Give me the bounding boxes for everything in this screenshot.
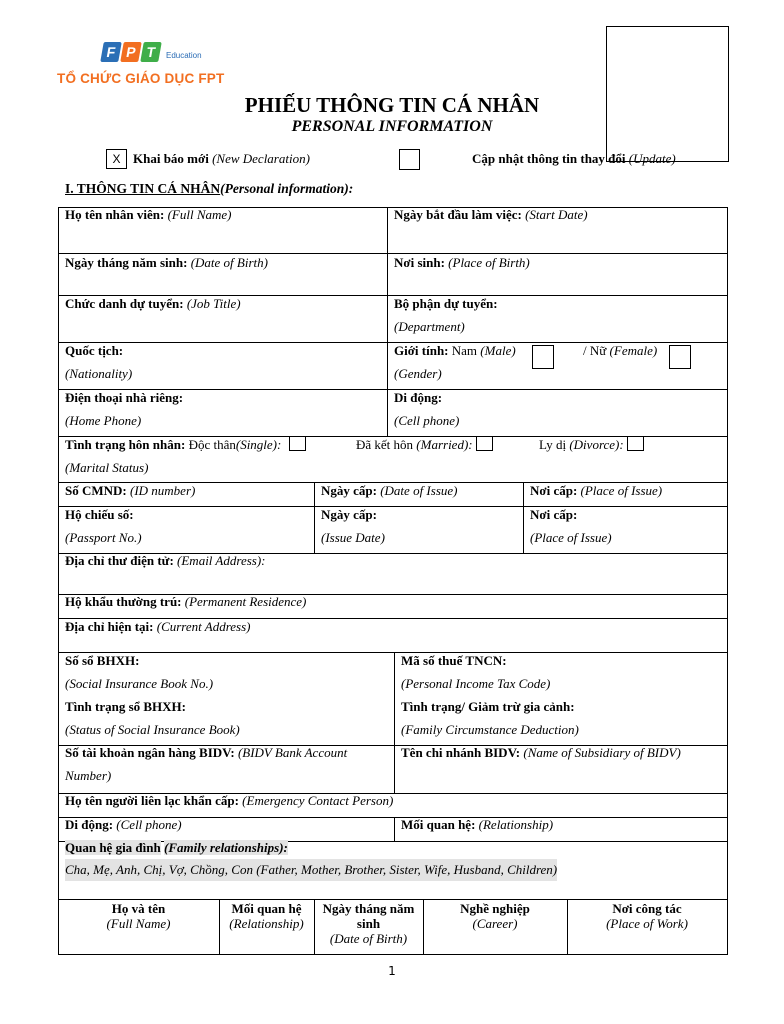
family-col-relationship <box>219 901 314 931</box>
col-dob-en: (Date of Birth) <box>329 931 408 946</box>
bank-account-label-en-2: Number) <box>65 768 112 783</box>
bank-branch-field[interactable] <box>401 741 681 764</box>
gender-field <box>394 339 516 385</box>
passport-date-field[interactable] <box>321 503 385 549</box>
passport-field[interactable] <box>65 503 142 549</box>
family-label-en: (Family relationships): <box>164 840 288 855</box>
col-workplace-vi: Nơi công tác <box>612 901 682 916</box>
permanent-residence-label: Hộ khẩu thường trú: <box>65 594 182 609</box>
family-relationships-section <box>65 837 557 881</box>
pob-field[interactable] <box>394 251 530 274</box>
passport-label-en: (Passport No.) <box>65 530 142 545</box>
dob-field[interactable] <box>65 251 268 274</box>
marital-divorced-option <box>539 433 644 456</box>
family-label: Quan hệ gia đình <box>65 840 161 855</box>
family-examples: Cha, Mẹ, Anh, Chị, Vợ, Chồng, Con (Father, Mother, Brother, Sister, Wife, Husband, Children) <box>65 859 557 881</box>
emergency-relationship-label-en: (Relationship) <box>478 817 554 832</box>
passport-place-field[interactable] <box>530 503 612 549</box>
logo-education-text: Education <box>166 50 202 60</box>
department-field[interactable] <box>394 292 498 338</box>
tax-code-field[interactable] <box>401 649 579 741</box>
update-info-text: Cập nhật thông tin thay đổi <box>472 151 626 166</box>
id-number-label: Số CMND: <box>65 483 127 498</box>
full-name-label: Họ tên nhân viên: <box>65 207 165 222</box>
passport-place-label: Nơi cấp: <box>530 507 578 522</box>
gender-female-option <box>583 339 657 362</box>
family-deduction-label-en: (Family Circumstance Deduction) <box>401 722 579 737</box>
current-address-field[interactable] <box>65 615 251 638</box>
social-insurance-field[interactable] <box>65 649 240 741</box>
section-personal-info-title <box>65 181 353 197</box>
gender-female-label: / Nữ <box>583 343 607 358</box>
passport-label: Hộ chiếu số: <box>65 507 134 522</box>
marital-married-checkbox[interactable] <box>476 436 493 451</box>
marital-single-label-en: (Single): <box>235 437 282 452</box>
marital-married-label-en: (Married): <box>416 437 473 452</box>
email-label: Địa chỉ thư điện tử: <box>65 553 174 568</box>
col-workplace-en: (Place of Work) <box>606 916 688 931</box>
bank-account-label: Số tài khoản ngân hàng BIDV: <box>65 745 235 760</box>
bank-branch-label: Tên chi nhánh BIDV: <box>401 745 521 760</box>
si-book-label: Số sổ BHXH: <box>65 653 140 668</box>
new-declaration-label <box>133 151 310 167</box>
bank-account-label-en: (BIDV Bank Account <box>237 745 348 760</box>
family-deduction-label: Tình trạng/ Giảm trừ gia cảnh: <box>401 699 575 714</box>
bank-account-field[interactable] <box>65 741 347 787</box>
new-declaration-text-en: (New Declaration) <box>212 151 310 166</box>
page-number: 1 <box>388 964 396 978</box>
emergency-phone-field[interactable] <box>65 813 182 836</box>
tax-code-label-en: (Personal Income Tax Code) <box>401 676 551 691</box>
home-phone-label-en: (Home Phone) <box>65 413 142 428</box>
department-label-en: (Department) <box>394 319 465 334</box>
start-date-field[interactable] <box>394 203 588 226</box>
gender-male-label: Nam <box>451 343 478 358</box>
job-title-label: Chức danh dự tuyển: <box>65 296 184 311</box>
pob-label: Nơi sinh: <box>394 255 445 270</box>
bank-branch-label-en: (Name of Subsidiary of BIDV) <box>523 745 681 760</box>
emergency-phone-label-en: (Cell phone) <box>116 817 182 832</box>
family-col-fullname <box>58 901 219 931</box>
emergency-relationship-field[interactable] <box>401 813 553 836</box>
gender-label: Giới tính: <box>394 343 449 358</box>
home-phone-label: Điện thoại nhà riêng: <box>65 390 184 405</box>
id-issue-date-field[interactable] <box>321 479 457 502</box>
email-field[interactable] <box>65 549 266 572</box>
pob-label-en: (Place of Birth) <box>448 255 530 270</box>
permanent-residence-label-en: (Permanent Residence) <box>184 594 307 609</box>
fpt-logo <box>102 40 202 64</box>
dob-label-en: (Date of Birth) <box>190 255 268 270</box>
id-issue-place-field[interactable] <box>530 479 662 502</box>
marital-status-field <box>65 433 306 479</box>
section-title-vi: I. THÔNG TIN CÁ NHÂN <box>65 181 221 196</box>
logo-letter-f: F <box>100 42 122 62</box>
passport-place-label-en: (Place of Issue) <box>530 530 612 545</box>
cell-phone-field[interactable] <box>394 386 459 432</box>
cell-phone-label-en: (Cell phone) <box>394 413 460 428</box>
cell-phone-label: Di động: <box>394 390 443 405</box>
start-date-label: Ngày bắt đầu làm việc: <box>394 207 522 222</box>
gender-female-label-en: (Female) <box>609 343 658 358</box>
family-col-workplace <box>567 901 727 931</box>
marital-divorced-checkbox[interactable] <box>627 436 644 451</box>
col-career-vi: Nghề nghiệp <box>460 901 530 916</box>
email-label-en: (Email Address): <box>177 553 266 568</box>
job-title-field[interactable] <box>65 292 241 315</box>
full-name-field[interactable] <box>65 203 231 226</box>
update-info-text-en: (Update) <box>628 151 676 166</box>
emergency-contact-label: Họ tên người liên lạc khẩn cấp: <box>65 793 239 808</box>
tax-code-label: Mã số thuế TNCN: <box>401 653 507 668</box>
emergency-phone-label: Di động: <box>65 817 114 832</box>
marital-label: Tình trạng hôn nhân: <box>65 437 186 452</box>
gender-male-label-en: (Male) <box>480 343 516 358</box>
logo-letter-t: T <box>140 42 162 62</box>
col-relationship-en: (Relationship) <box>229 916 304 931</box>
update-info-checkbox[interactable] <box>399 149 420 170</box>
col-career-en: (Career) <box>472 916 518 931</box>
organization-name: TỔ CHỨC GIÁO DỤC FPT <box>57 71 225 86</box>
home-phone-field[interactable] <box>65 386 183 432</box>
nationality-label-en: (Nationality) <box>65 366 133 381</box>
si-status-label-en: (Status of Social Insurance Book) <box>65 722 240 737</box>
new-declaration-checkbox[interactable]: X <box>106 149 127 169</box>
marital-divorced-label-en: (Divorce): <box>569 437 624 452</box>
marital-married-label: Đã kết hôn <box>356 437 414 452</box>
si-book-label-en: (Social Insurance Book No.) <box>65 676 214 691</box>
family-col-career <box>423 901 567 931</box>
passport-date-label-en: (Issue Date) <box>321 530 385 545</box>
col-dob-vi: Ngày tháng năm sinh <box>322 901 415 931</box>
marital-married-option <box>356 433 493 456</box>
department-label: Bộ phận dự tuyển: <box>394 296 498 311</box>
col-fullname-vi: Họ và tên <box>111 901 166 916</box>
marital-single-label: Độc thân <box>188 437 236 452</box>
id-issue-place-label: Nơi cấp: <box>530 483 578 498</box>
page-subtitle: PERSONAL INFORMATION <box>291 118 493 135</box>
id-issue-date-label: Ngày cấp: <box>321 483 377 498</box>
nationality-label: Quốc tịch: <box>65 343 124 358</box>
col-fullname-en: (Full Name) <box>106 916 171 931</box>
id-issue-place-label-en: (Place of Issue) <box>580 483 663 498</box>
current-address-label: Địa chỉ hiện tại: <box>65 619 154 634</box>
family-col-dob <box>318 901 419 946</box>
current-address-label-en: (Current Address) <box>156 619 251 634</box>
dob-label: Ngày tháng năm sinh: <box>65 255 188 270</box>
logo-letter-p: P <box>120 42 142 62</box>
nationality-field[interactable] <box>65 339 132 385</box>
section-title-en: (Personal information): <box>220 181 354 196</box>
marital-single-checkbox[interactable] <box>289 436 306 451</box>
passport-date-label: Ngày cấp: <box>321 507 377 522</box>
update-info-label <box>472 151 676 167</box>
col-relationship-vi: Mối quan hệ <box>231 901 302 916</box>
id-number-field[interactable] <box>65 479 195 502</box>
gender-female-checkbox[interactable] <box>669 345 691 369</box>
id-number-label-en: (ID number) <box>130 483 196 498</box>
marital-label-en: (Marital Status) <box>65 460 149 475</box>
new-declaration-text: Khai báo mới <box>133 151 209 166</box>
full-name-label-en: (Full Name) <box>167 207 232 222</box>
gender-male-checkbox[interactable] <box>532 345 554 369</box>
emergency-relationship-label: Mối quan hệ: <box>401 817 476 832</box>
marital-divorced-label: Ly dị <box>539 437 567 452</box>
start-date-label-en: (Start Date) <box>525 207 588 222</box>
emergency-contact-label-en: (Emergency Contact Person) <box>242 793 394 808</box>
page-title: PHIẾU THÔNG TIN CÁ NHÂN <box>244 93 540 117</box>
permanent-residence-field[interactable] <box>65 590 306 613</box>
si-status-label: Tình trạng sổ BHXH: <box>65 699 186 714</box>
emergency-contact-field[interactable] <box>65 789 393 812</box>
job-title-label-en: (Job Title) <box>186 296 241 311</box>
id-issue-date-label-en: (Date of Issue) <box>380 483 458 498</box>
gender-label-en: (Gender) <box>394 366 442 381</box>
